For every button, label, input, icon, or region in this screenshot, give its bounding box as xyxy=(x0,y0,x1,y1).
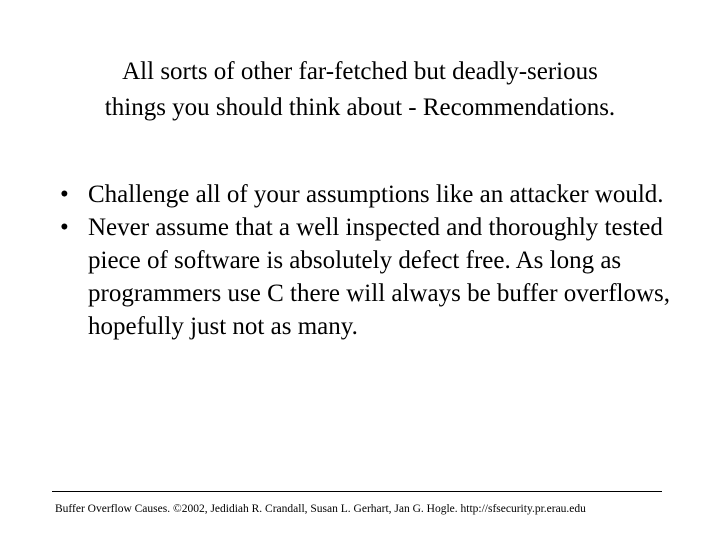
bullet-text: Challenge all of your assumptions like an attacker would. xyxy=(88,181,664,208)
bullet-item xyxy=(60,178,670,211)
bullet-text: Never assume that a well inspected and thoroughly tested piece of software is absolutely defect free. As long as programmers use C there will always be buffer overflows, hopefully just not as many. xyxy=(88,214,671,340)
bullet-dot-icon: • xyxy=(60,214,69,241)
slide-title-line-2: things you should think about - Recommendations. xyxy=(104,94,616,121)
bullet-dot-icon: • xyxy=(60,181,69,208)
footer-citation: Buffer Overflow Causes. ©2002, Jedidiah R. Crandall, Susan L. Gerhart, Jan G. Hogle. http://sfsecurity.pr.erau.edu xyxy=(55,503,586,515)
slide-title xyxy=(40,54,680,126)
footer-divider xyxy=(52,491,662,492)
slide-title-line-1: All sorts of other far-fetched but deadly-serious xyxy=(122,58,598,85)
bullet-item xyxy=(60,211,670,343)
bullet-list xyxy=(60,178,670,343)
